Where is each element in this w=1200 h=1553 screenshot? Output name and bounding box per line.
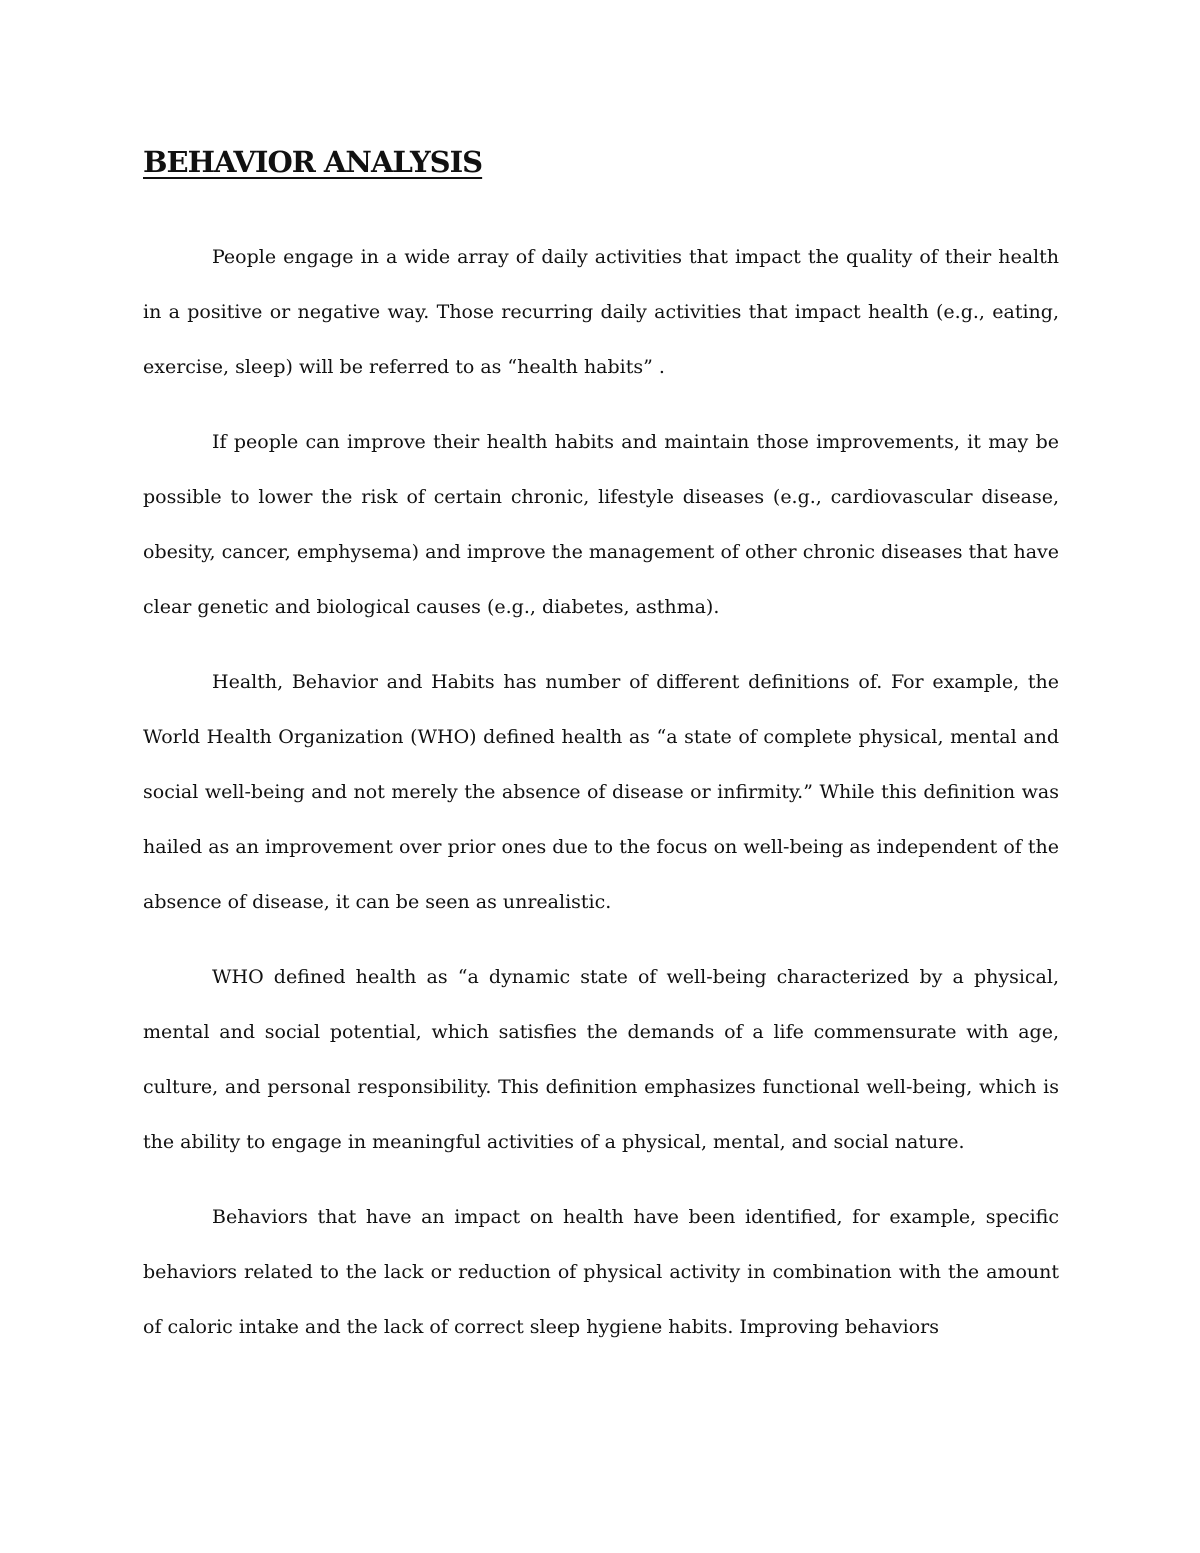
- paragraph: WHO defined health as “a dynamic state of well-being characterized by a physical, mental and social potential, which satisfies the demands of a life commensurate with age, culture, and personal responsibility. This definition emphasizes functional well-being, which is the ability to engage in meaningful activities of a physical, mental, and social nature.: [143, 966, 1059, 1153]
- paragraph: People engage in a wide array of daily activities that impact the quality of their health in a positive or negative way. Those recurring daily activities that impact health (e.g., eating, exercise, sleep) will be referred to as “health habits” .: [143, 246, 1059, 378]
- document-title: BEHAVIOR ANALYSIS: [143, 145, 483, 179]
- paragraph: If people can improve their health habits and maintain those improvements, it may be possible to lower the risk of certain chronic, lifestyle diseases (e.g., cardiovascular disease, obesity, cancer, emphysema) and improve the management of other chronic diseases that have clear genetic and biological causes (e.g., diabetes, asthma).: [143, 431, 1059, 618]
- paragraph: Health, Behavior and Habits has number of different definitions of. For example, the World Health Organization (WHO) defined health as “a state of complete physical, mental and social well-being and not merely the absence of disease or infirmity.” While this definition was hailed as an improvement over prior ones due to the focus on well-being as independent of the absence of disease, it can be seen as unrealistic.: [143, 671, 1059, 913]
- paragraph: Behaviors that have an impact on health have been identified, for example, specific behaviors related to the lack or reduction of physical activity in combination with the amount of caloric intake and the lack of correct sleep hygiene habits. Improving behaviors: [143, 1206, 1059, 1338]
- document-body: [143, 230, 1059, 1375]
